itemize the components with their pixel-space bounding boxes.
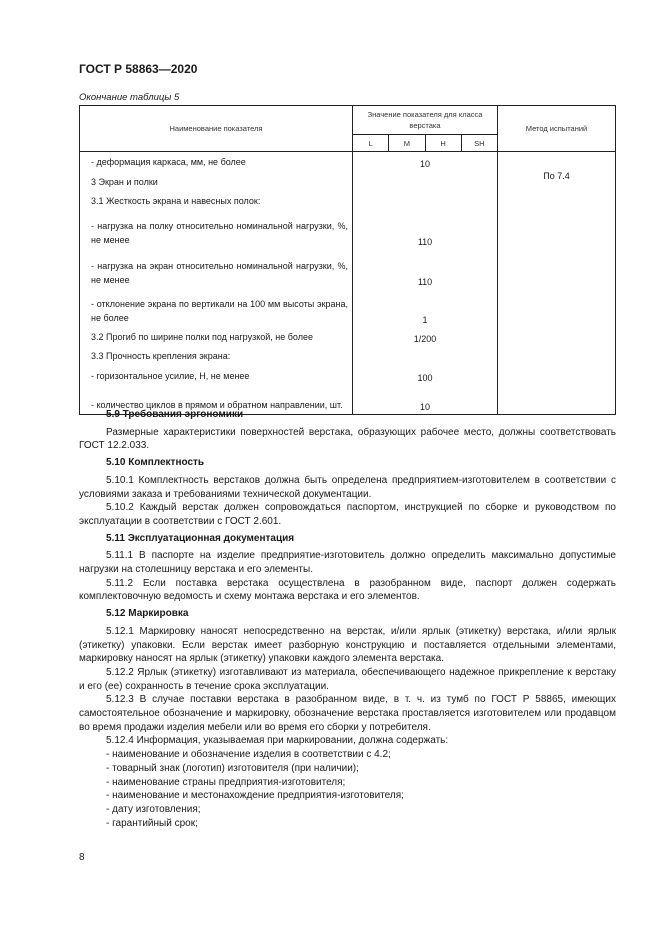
list-item: - наименование и местонахождение предприятия-изготовителя; [106,790,404,802]
row-method [498,327,616,346]
row-name: 3 Экран и полки [80,171,353,191]
column-header-name: Наименование показателя [80,106,353,152]
row-value: 100 [353,365,498,385]
row-value [353,191,498,210]
row-name: 3.1 Жесткость экрана и навесных полок: [80,191,353,210]
row-name: 3.2 Прогиб по ширине полки под нагрузкой, не более [80,327,353,346]
row-name: - отклонение экрана по вертикали на 100 мм высоты экрана, не более [80,289,353,327]
table-row [80,191,616,210]
table-body [80,152,616,415]
row-name: - деформация каркаса, мм, не более [80,152,353,171]
table-row [80,289,616,327]
page-header: ГОСТ Р 58863—2020 [79,62,198,76]
row-method [498,249,616,289]
paragraph: 5.10.2 Каждый верстак должен сопровождаться паспортом, инструкцией по сборке и руководством по эксплуатации в соответствии с ГОСТ 2.601. [79,502,616,527]
paragraph: 5.12.1 Маркировку наносят непосредственно на верстак, и/или ярлык (этикетку) верстака, и/или ярлык (этикетку) упаковки. Если верстак имеет разборную конструкцию и поставляется отдельными элементами, маркировку наносят на ярлык (этикетку) упаковки каждого элемента верстака. [79,625,616,665]
class-header: L [353,135,389,152]
column-header-method: Метод испытаний [498,106,616,152]
table-row [80,249,616,289]
row-value: 110 [353,210,498,249]
list-item: - дату изготовления; [106,803,201,815]
table-row [80,346,616,365]
paragraph: 5.12.3 В случае поставки верстака в разобранном виде, в т. ч. из тумб по ГОСТ Р 58865, имеющих самостоятельное обозначение и маркировку, обозначение верстака проставляется изготовителем или продавцом во время продажи изделия мебели или во время его сборки у потребителя. [79,694,616,733]
list-item: - товарный знак (логотип) изготовителя (при наличии); [106,762,359,774]
row-method [498,346,616,365]
list-item: - наименование и обозначение изделия в соответствии с 4.2; [106,749,391,761]
paragraph: 5.11.2 Если поставка верстака осуществлена в разобранном виде, паспорт должен содержать комплектовочную ведомость и схему монтажа верстака и его элементов. [79,577,616,603]
row-method [498,152,616,171]
list-item: - наименование страны предприятия-изготовителя; [106,776,346,788]
paragraph: 5.11.1 В паспорте на изделие предприятие-изготовитель должно определить максимально допустимые нагрузки на столешницу верстака и его элементы. [79,550,616,576]
list-item: - гарантийный срок; [106,817,198,829]
table-row [80,171,616,191]
table-row [80,365,616,385]
class-header: H [425,135,461,152]
row-method [498,210,616,249]
row-value: 110 [353,249,498,289]
row-value: 1 [353,289,498,327]
paragraph: Размерные характеристики поверхностей верстака, образующих рабочее место, должны соответствовать ГОСТ 12.2.033. [79,426,616,452]
section-heading: 5.11 Эксплуатационная документация [106,532,295,544]
row-name: - нагрузка на полку относительно номинальной нагрузки, %, не менее [80,210,353,249]
row-method [498,289,616,327]
row-value [353,346,498,365]
table-row [80,210,616,249]
row-method [498,365,616,385]
section-heading: 5.10 Комплектность [106,457,205,469]
section-heading: 5.12 Маркировка [106,608,189,620]
paragraph: 5.12.4 Информация, указываемая при маркировании, должна содержать: [106,735,449,747]
row-name: - горизонтальное усилие, Н, не менее [80,365,353,385]
specs-table [79,105,616,415]
class-header: SH [461,135,497,152]
paragraph: 5.12.2 Ярлык (этикетку) изготавливают из материала, обеспечивающего надежное прикрепление к верстаку и его (ее) сохранность в течение срока эксплуатации. [79,666,616,692]
section-heading: 5.9 Требования эргономики [106,409,244,420]
row-name: - количество циклов в прямом и обратном направлении, шт. [80,385,353,415]
body-text [79,405,616,830]
class-header: M [389,135,425,152]
row-value: 10 [353,385,498,415]
row-method [498,191,616,210]
table-row [80,152,616,171]
row-value: 10 [353,152,498,171]
column-header-value-group: Значение показателя для класса верстака [353,106,498,135]
paragraph: 5.10.1 Комплектность верстаков должна быть определена предприятием-изготовителем в соответствии с условиями заказа и требованиями технической документации. [79,474,616,500]
row-method: По 7.4 [498,171,616,191]
row-name: - нагрузка на экран относительно номинальной нагрузки, %, не менее [80,249,353,289]
page-number: 8 [79,852,85,863]
table-caption: Окончание таблицы 5 [79,92,180,103]
row-value: 1/200 [353,327,498,346]
table-row [80,327,616,346]
row-name: 3.3 Прочность крепления экрана: [80,346,353,365]
row-value [353,171,498,191]
